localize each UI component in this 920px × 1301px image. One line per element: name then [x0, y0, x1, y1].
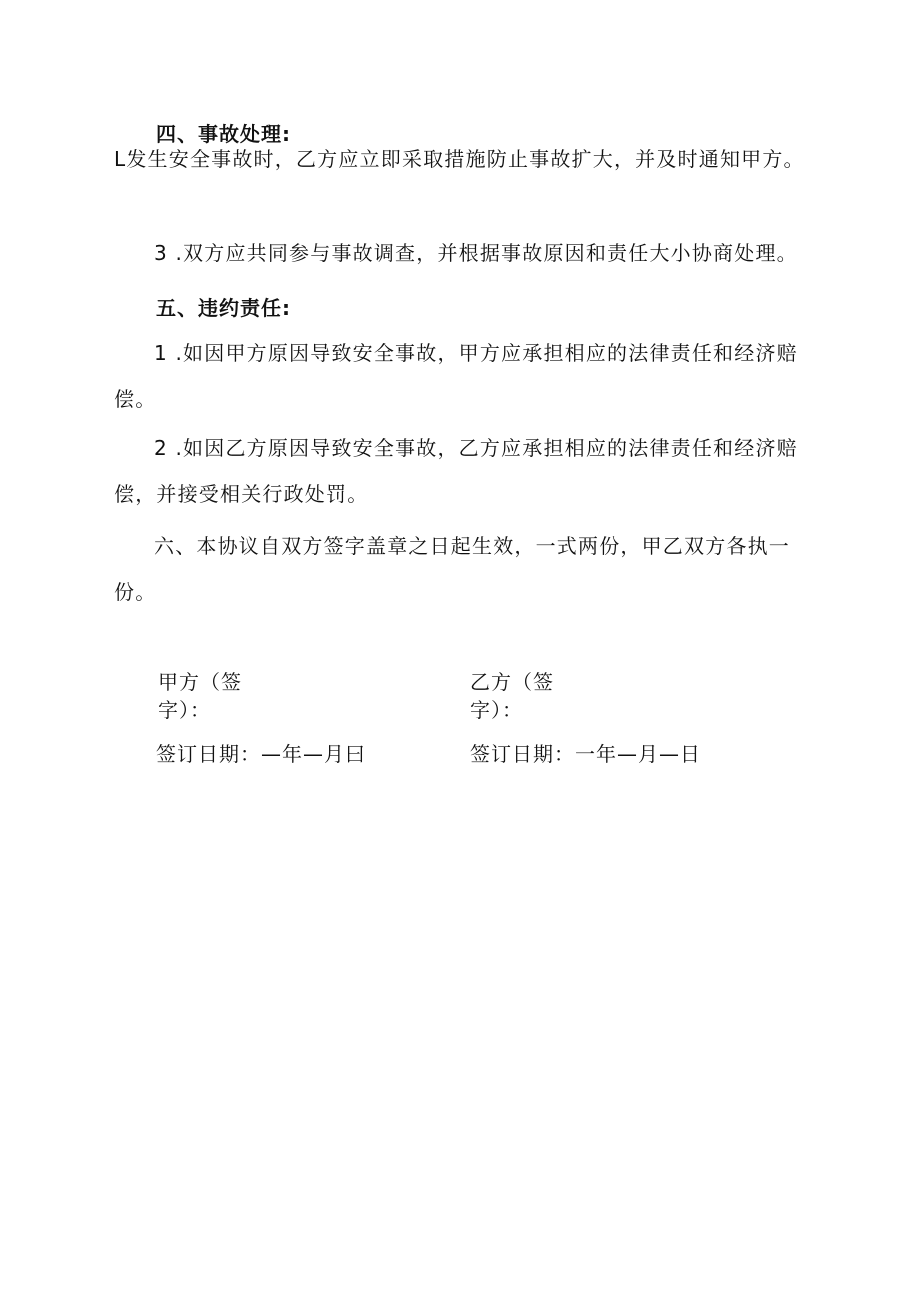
signature-date-party-b: 签订日期：一年—月—日: [470, 742, 701, 766]
section-heading-accident: 四、事故处理:: [156, 122, 291, 146]
paragraph-text: 1 .如因甲方原因导致安全事故，甲方应承担相应的法律责任和经济赔偿。: [114, 341, 798, 411]
signature-party-b: [470, 668, 570, 724]
paragraph-breach-item2: [114, 425, 814, 517]
paragraph-text: 3 .双方应共同参与事故调查，并根据事故原因和责任大小协商处理。: [154, 241, 798, 265]
paragraph-text: L发生安全事故时，乙方应立即采取措施防止事故扩大，并及时通知甲方。: [114, 147, 805, 171]
signature-party-a: [158, 668, 258, 724]
paragraph-effective: [114, 523, 814, 615]
paragraph-accident-item1: [114, 136, 814, 182]
paragraph-text: 六、本协议自双方签字盖章之日起生效，一式两份，甲乙双方各执一份。: [114, 534, 790, 604]
paragraph-breach-item1: [114, 330, 814, 422]
paragraph-accident-item3: [114, 230, 814, 276]
section-heading-breach: 五、违约责任:: [156, 296, 291, 320]
signature-date-party-a: 签订日期：—年—月曰: [156, 742, 366, 766]
signature-label-party-b: 乙方（签字）：: [470, 670, 554, 722]
paragraph-text: 2 .如因乙方原因导致安全事故，乙方应承担相应的法律责任和经济赔偿，并接受相关行政处罚。: [114, 436, 798, 506]
signature-label-party-a: 甲方（签字）：: [158, 670, 242, 722]
